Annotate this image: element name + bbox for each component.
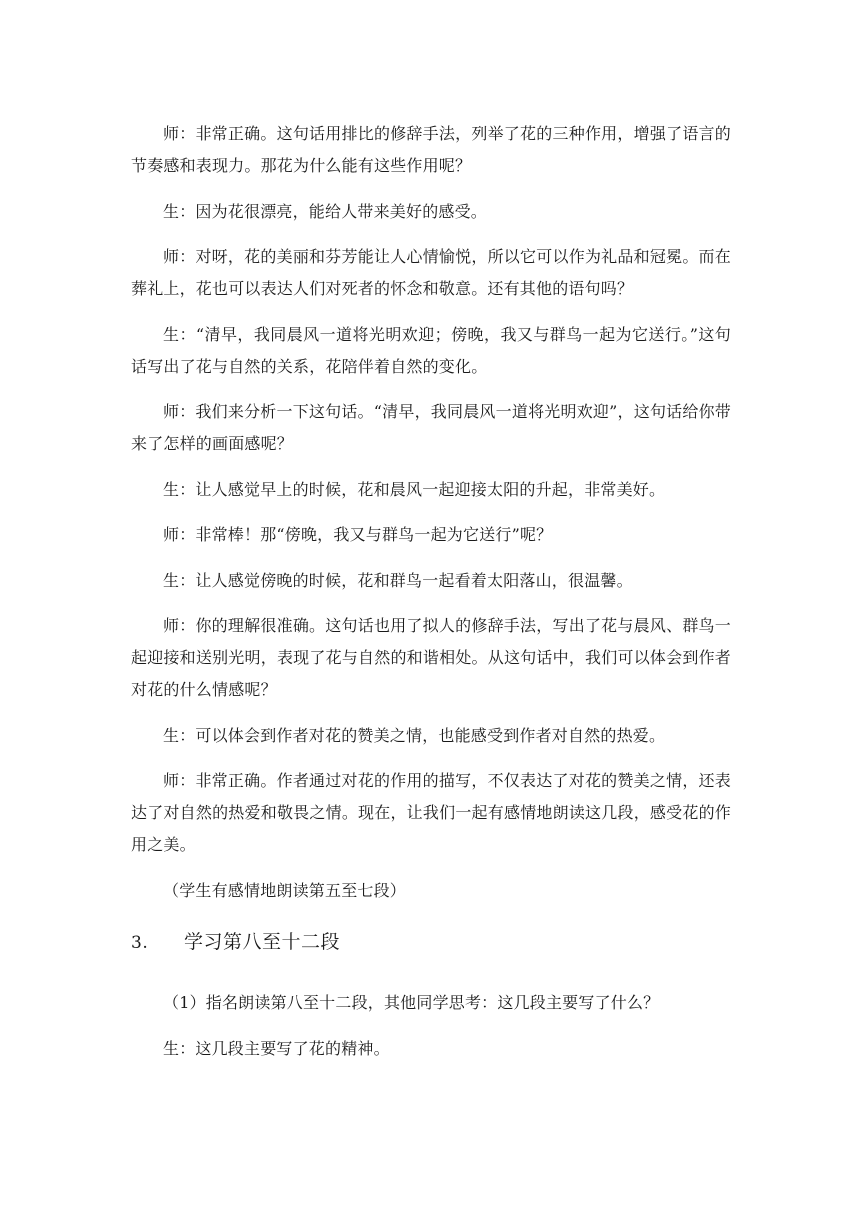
paragraph-student-1: 生：因为花很漂亮，能给人带来美好的感受。 <box>163 201 488 221</box>
paragraph-teacher-3: 师：我们来分析一下这句话。“清早，我同晨风一道将光明欢迎”，这句话给你带来了怎样的画面感呢？ <box>131 402 731 453</box>
paragraph-teacher-2: 师：对呀，花的美丽和芬芳能让人心情愉悦，所以它可以作为礼品和冠冕。而在葬礼上，花也可以表达人们对死者的怀念和敬意。还有其他的语句吗？ <box>131 247 731 298</box>
paragraph-task-1: （1）指名朗读第八至十二段，其他同学思考：这几段主要写了什么？ <box>163 993 660 1012</box>
section-heading-number: 3. <box>131 933 149 953</box>
paragraph-teacher-5: 师：你的理解很准确。这句话也用了拟人的修辞手法，写出了花与晨风、群鸟一起迎接和送别光明，表现了花与自然的和谐相处。从这句话中，我们可以体会到作者对花的什么情感呢？ <box>131 616 731 699</box>
section-heading-text: 学习第八至十二段 <box>184 931 341 953</box>
document-body <box>131 118 731 1078</box>
paragraph-student-6: 生：这几段主要写了花的精神。 <box>163 1038 390 1058</box>
paragraph-student-5: 生：可以体会到作者对花的赞美之情，也能感受到作者对自然的热爱。 <box>163 725 666 745</box>
paragraph-student-3: 生：让人感觉早上的时候，花和晨风一起迎接太阳的升起，非常美好。 <box>163 479 666 499</box>
section-heading <box>131 920 731 965</box>
paragraph-stage-note: （学生有感情地朗读第五至七段） <box>163 880 407 900</box>
paragraph-student-4: 生：让人感觉傍晚的时候，花和群鸟一起看着太阳落山，很温馨。 <box>163 570 633 590</box>
paragraph-teacher-6: 师：非常正确。作者通过对花的作用的描写，不仅表达了对花的赞美之情，还表达了对自然的热爱和敬畏之情。现在，让我们一起有感情地朗读这几段，感受花的作用之美。 <box>131 771 731 854</box>
paragraph-teacher-4: 师：非常棒！那“傍晚，我又与群鸟一起为它送行”呢？ <box>163 525 553 544</box>
paragraph-student-2: 生：“清早，我同晨风一道将光明欢迎；傍晚，我又与群鸟一起为它送行。”这句话写出了花与自然的关系，花陪伴着自然的变化。 <box>131 324 731 376</box>
heading-spacer <box>131 979 731 987</box>
paragraph-teacher-1: 师：非常正确。这句话用排比的修辞手法，列举了花的三种作用，增强了语言的节奏感和表现力。那花为什么能有这些作用呢？ <box>131 124 731 175</box>
